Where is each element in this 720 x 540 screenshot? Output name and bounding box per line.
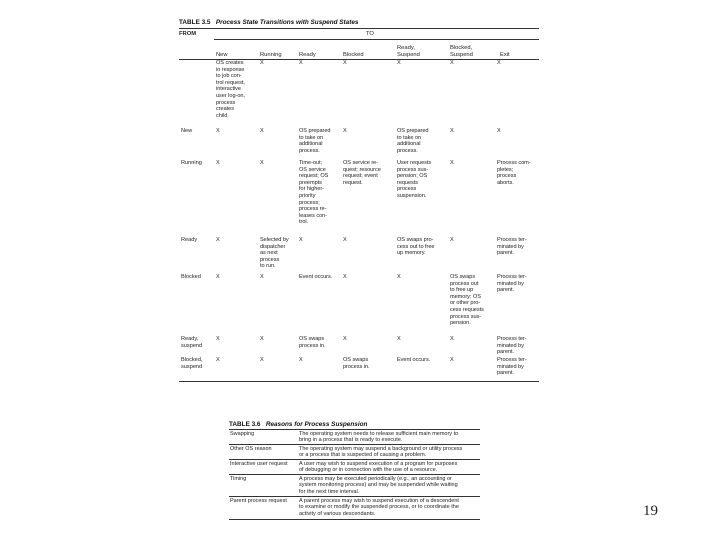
table-cell: X xyxy=(260,274,264,280)
table-cell: X xyxy=(397,60,401,66)
table2-bottom-rule xyxy=(229,519,480,520)
table-cell: X xyxy=(343,237,347,243)
col-header-ready-suspend: Ready, Suspend xyxy=(397,45,420,58)
col-header-new: New xyxy=(216,52,228,58)
table-cell: X xyxy=(450,237,454,243)
table-cell: Selected by dispatcher as next process to run. xyxy=(260,237,289,270)
table-cell: X xyxy=(260,160,264,166)
table-cell: Process com- pletes; process aborts. xyxy=(497,160,531,186)
reason-description: A process may be executed periodically (e.g., an accounting or system monitoring process) and may be suspended while waiting for the next time interval. xyxy=(299,476,458,495)
table-cell: X xyxy=(343,336,347,342)
table-cell: X xyxy=(216,237,220,243)
table-cell: X xyxy=(216,357,220,363)
col-header-running: Running xyxy=(260,52,282,58)
table-cell: X xyxy=(216,336,220,342)
table-cell: OS swaps process in. xyxy=(343,357,370,370)
table-cell: Process ter- minated by parent. xyxy=(497,274,527,294)
table-cell: OS creates in response to job con- trol request, interactive user log-on, process creates child. xyxy=(216,60,245,119)
table-cell: X xyxy=(216,128,220,134)
row-divider xyxy=(229,444,480,445)
row-label-running: Running xyxy=(181,160,202,166)
table-cell: OS swaps process in. xyxy=(299,336,326,349)
table-cell: X xyxy=(397,274,401,280)
row-divider xyxy=(229,496,480,497)
row-label-ready-suspend: Ready, suspend xyxy=(181,336,203,349)
table1-bottom-rule xyxy=(179,381,539,382)
table1-top-rule xyxy=(179,28,539,29)
table-cell: X xyxy=(260,357,264,363)
from-label: FROM xyxy=(179,31,197,37)
table-cell: X xyxy=(343,274,347,280)
table-cell: X xyxy=(216,274,220,280)
to-rule xyxy=(214,39,539,40)
table-cell: X xyxy=(497,60,501,66)
col-header-blocked-suspend: Blocked, Suspend xyxy=(450,45,473,58)
table-cell: Time-out; OS service request; OS preempts for higher- priority process; process re- leases con- trol. xyxy=(299,160,329,226)
table-cell: Event occurs. xyxy=(397,357,431,363)
table-cell: X xyxy=(450,160,454,166)
table-cell: X xyxy=(397,336,401,342)
table-cell: Process ter- minated by parent. xyxy=(497,336,527,356)
row-label-blocked: Blocked xyxy=(181,274,201,280)
reason-label: Other OS reason xyxy=(230,446,272,452)
table-cell: OS service re- quest; resource request; event request. xyxy=(343,160,381,186)
reason-description: The operating system may suspend a background or utility process or a process that is suspected of causing a problem. xyxy=(299,446,463,459)
reason-description: A user may wish to suspend execution of a program for purposes of debugging or in connection with the use of a resource. xyxy=(299,461,458,474)
row-divider xyxy=(229,459,480,460)
row-divider xyxy=(229,474,480,475)
table-cell: X xyxy=(450,357,454,363)
reason-label: Timing xyxy=(230,476,247,482)
table-cell: X xyxy=(260,128,264,134)
reason-label: Swapping xyxy=(230,431,255,437)
reason-label: Parent process request xyxy=(230,498,287,504)
table-cell: OS swaps pro- cess out to free up memory. xyxy=(397,237,435,257)
row-label-new: New xyxy=(181,128,193,134)
row-label-blocked-suspend: Blocked, suspend xyxy=(181,357,203,370)
table-cell: OS swaps process out to free up memory; OS or other pro- cess requests process sus- pension. xyxy=(450,274,484,327)
page-number: 19 xyxy=(643,503,658,519)
table-cell: X xyxy=(450,128,454,134)
table-cell: X xyxy=(343,60,347,66)
table1-caption xyxy=(179,19,358,26)
to-label: TO xyxy=(366,31,374,37)
table1-caption-number: TABLE 3.5 xyxy=(179,19,211,26)
row-label-ready: Ready xyxy=(181,237,198,243)
table2-caption xyxy=(229,421,367,428)
table-cell: Process ter- minated by parent. xyxy=(497,237,527,257)
table-cell: X xyxy=(343,128,347,134)
table-cell: X xyxy=(260,60,264,66)
table-cell: X xyxy=(299,357,303,363)
table-cell: User requests process sus- pension; OS requests process suspension. xyxy=(397,160,432,199)
col-header-ready: Ready xyxy=(299,52,316,58)
table-cell: X xyxy=(450,60,454,66)
table1-caption-title: Process State Transitions with Suspend States xyxy=(215,19,359,26)
table-cell: X xyxy=(497,128,501,134)
table-cell: X xyxy=(216,160,220,166)
reason-description: A parent process may wish to suspend execution of a descendent to examine or modify the suspended process, or to coordinate the activity of various descendants. xyxy=(299,498,459,517)
table-cell: OS prepared to take on additional process. xyxy=(397,128,429,154)
table2-caption-title: Reasons for Process Suspension xyxy=(265,421,368,428)
table-cell: X xyxy=(450,336,454,342)
col-header-exit: Exit xyxy=(500,52,510,58)
table-cell: X xyxy=(260,336,264,342)
table2-caption-number: TABLE 3.6 xyxy=(229,421,261,428)
table-cell: Event occurs. xyxy=(299,274,333,280)
table-cell: OS prepared to take on additional process. xyxy=(299,128,331,154)
reason-label: Interactive user request xyxy=(230,461,288,467)
table-cell: X xyxy=(299,60,303,66)
table-cell: Process ter- minated by parent. xyxy=(497,357,527,377)
table-cell: X xyxy=(299,237,303,243)
col-header-blocked: Blocked xyxy=(343,52,364,58)
reason-description: The operating system needs to release sufficient main memory to bring in a process that is ready to execute. xyxy=(299,431,459,444)
table2-top-rule xyxy=(229,429,480,430)
